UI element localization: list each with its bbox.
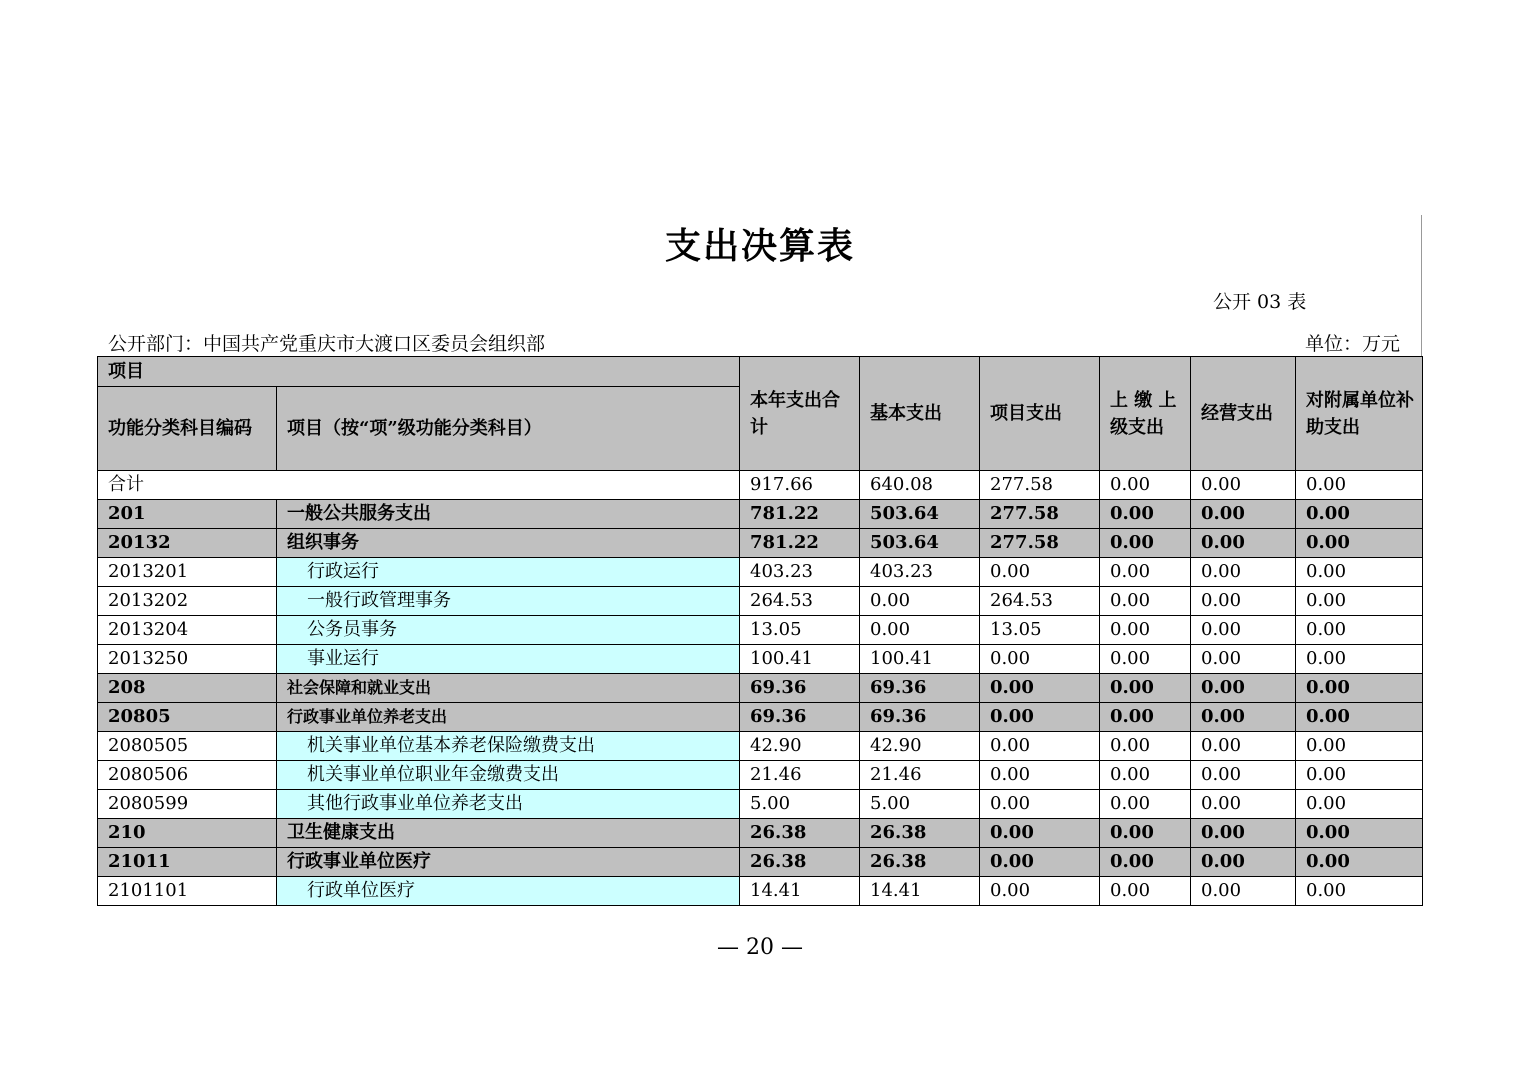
department-label: 公开部门：中国共产党重庆市大渡口区委员会组织部 — [108, 333, 546, 355]
header-total: 本年支出合计 — [740, 357, 860, 471]
code-cell: 201 — [98, 500, 277, 529]
item-cell: 0.00 — [980, 558, 1100, 587]
header-subsidy: 对附属单位补助支出 — [1296, 357, 1423, 471]
upper-cell: 0.00 — [1100, 819, 1191, 848]
code-cell: 2080506 — [98, 761, 277, 790]
table-row — [98, 529, 1423, 558]
subsidy-cell: 0.00 — [1296, 674, 1423, 703]
total-cell: 781.22 — [740, 500, 860, 529]
business-cell: 0.00 — [1191, 471, 1296, 500]
code-cell: 21011 — [98, 848, 277, 877]
basic-cell: 503.64 — [860, 529, 980, 558]
item-cell: 0.00 — [980, 848, 1100, 877]
form-number: 公开 03 表 — [1213, 291, 1307, 313]
item-cell: 0.00 — [980, 877, 1100, 906]
total-cell: 69.36 — [740, 674, 860, 703]
name-cell: 一般公共服务支出 — [277, 500, 740, 529]
basic-cell: 26.38 — [860, 848, 980, 877]
name-cell: 一般行政管理事务 — [277, 587, 740, 616]
expenditure-table — [97, 356, 1423, 906]
upper-cell: 0.00 — [1100, 587, 1191, 616]
table-row — [98, 500, 1423, 529]
business-cell: 0.00 — [1191, 529, 1296, 558]
subsidy-cell: 0.00 — [1296, 616, 1423, 645]
subsidy-cell: 0.00 — [1296, 529, 1423, 558]
basic-cell: 26.38 — [860, 819, 980, 848]
item-cell: 0.00 — [980, 645, 1100, 674]
basic-cell: 21.46 — [860, 761, 980, 790]
table-row — [98, 674, 1423, 703]
code-cell: 2013204 — [98, 616, 277, 645]
header-name: 项目（按“项”级功能分类科目） — [277, 387, 740, 471]
code-cell: 2080505 — [98, 732, 277, 761]
name-cell: 机关事业单位职业年金缴费支出 — [277, 761, 740, 790]
business-cell: 0.00 — [1191, 790, 1296, 819]
total-cell: 42.90 — [740, 732, 860, 761]
code-cell: 208 — [98, 674, 277, 703]
code-cell: 2013250 — [98, 645, 277, 674]
upper-cell: 0.00 — [1100, 877, 1191, 906]
table-row — [98, 703, 1423, 732]
basic-cell: 503.64 — [860, 500, 980, 529]
basic-cell: 69.36 — [860, 703, 980, 732]
basic-cell: 42.90 — [860, 732, 980, 761]
table-row — [98, 616, 1423, 645]
total-cell: 26.38 — [740, 848, 860, 877]
total-cell: 26.38 — [740, 819, 860, 848]
table-row — [98, 645, 1423, 674]
name-cell: 社会保障和就业支出 — [277, 674, 740, 703]
business-cell: 0.00 — [1191, 645, 1296, 674]
upper-cell: 0.00 — [1100, 790, 1191, 819]
subsidy-cell: 0.00 — [1296, 790, 1423, 819]
item-cell: 0.00 — [980, 674, 1100, 703]
item-cell: 0.00 — [980, 790, 1100, 819]
subsidy-cell: 0.00 — [1296, 703, 1423, 732]
name-cell: 卫生健康支出 — [277, 819, 740, 848]
basic-cell: 100.41 — [860, 645, 980, 674]
table-row — [98, 587, 1423, 616]
business-cell: 0.00 — [1191, 848, 1296, 877]
business-cell: 0.00 — [1191, 819, 1296, 848]
upper-cell: 0.00 — [1100, 732, 1191, 761]
total-cell: 13.05 — [740, 616, 860, 645]
upper-cell: 0.00 — [1100, 674, 1191, 703]
item-cell: 0.00 — [980, 703, 1100, 732]
total-row — [98, 471, 1423, 500]
basic-cell: 403.23 — [860, 558, 980, 587]
total-cell: 5.00 — [740, 790, 860, 819]
code-cell: 2013201 — [98, 558, 277, 587]
name-cell: 行政单位医疗 — [277, 877, 740, 906]
table-row — [98, 790, 1423, 819]
code-cell: 2013202 — [98, 587, 277, 616]
header-basic: 基本支出 — [860, 357, 980, 471]
basic-cell: 69.36 — [860, 674, 980, 703]
item-cell: 0.00 — [980, 819, 1100, 848]
code-cell: 210 — [98, 819, 277, 848]
header-project: 项目 — [98, 357, 740, 387]
basic-cell: 14.41 — [860, 877, 980, 906]
total-label: 合计 — [98, 471, 740, 500]
code-cell: 2080599 — [98, 790, 277, 819]
item-cell: 277.58 — [980, 529, 1100, 558]
table-row — [98, 848, 1423, 877]
business-cell: 0.00 — [1191, 877, 1296, 906]
item-cell: 0.00 — [980, 732, 1100, 761]
item-cell: 277.58 — [980, 471, 1100, 500]
subsidy-cell: 0.00 — [1296, 645, 1423, 674]
table-row — [98, 732, 1423, 761]
total-cell: 100.41 — [740, 645, 860, 674]
upper-cell: 0.00 — [1100, 529, 1191, 558]
subsidy-cell: 0.00 — [1296, 500, 1423, 529]
table-row — [98, 761, 1423, 790]
header-code: 功能分类科目编码 — [98, 387, 277, 471]
table-row — [98, 877, 1423, 906]
subsidy-cell: 0.00 — [1296, 558, 1423, 587]
business-cell: 0.00 — [1191, 761, 1296, 790]
code-cell: 20132 — [98, 529, 277, 558]
upper-cell: 0.00 — [1100, 616, 1191, 645]
basic-cell: 0.00 — [860, 587, 980, 616]
item-cell: 0.00 — [980, 761, 1100, 790]
item-cell: 13.05 — [980, 616, 1100, 645]
total-cell: 781.22 — [740, 529, 860, 558]
header-item: 项目支出 — [980, 357, 1100, 471]
upper-cell: 0.00 — [1100, 703, 1191, 732]
header-business: 经营支出 — [1191, 357, 1296, 471]
upper-cell: 0.00 — [1100, 761, 1191, 790]
name-cell: 公务员事务 — [277, 616, 740, 645]
basic-cell: 0.00 — [860, 616, 980, 645]
table-row — [98, 558, 1423, 587]
subsidy-cell: 0.00 — [1296, 819, 1423, 848]
upper-cell: 0.00 — [1100, 558, 1191, 587]
page-title: 支出决算表 — [664, 226, 855, 267]
name-cell: 事业运行 — [277, 645, 740, 674]
business-cell: 0.00 — [1191, 703, 1296, 732]
item-cell: 264.53 — [980, 587, 1100, 616]
business-cell: 0.00 — [1191, 587, 1296, 616]
upper-cell: 0.00 — [1100, 471, 1191, 500]
total-cell: 69.36 — [740, 703, 860, 732]
total-cell: 403.23 — [740, 558, 860, 587]
table-row — [98, 819, 1423, 848]
upper-cell: 0.00 — [1100, 645, 1191, 674]
subsidy-cell: 0.00 — [1296, 471, 1423, 500]
header-upper: 上 缴 上级支出 — [1100, 357, 1191, 471]
name-cell: 行政事业单位养老支出 — [277, 703, 740, 732]
total-cell: 264.53 — [740, 587, 860, 616]
name-cell: 行政运行 — [277, 558, 740, 587]
name-cell: 机关事业单位基本养老保险缴费支出 — [277, 732, 740, 761]
basic-cell: 640.08 — [860, 471, 980, 500]
total-cell: 917.66 — [740, 471, 860, 500]
unit-label: 单位：万元 — [1305, 333, 1401, 355]
basic-cell: 5.00 — [860, 790, 980, 819]
name-cell: 其他行政事业单位养老支出 — [277, 790, 740, 819]
subsidy-cell: 0.00 — [1296, 761, 1423, 790]
upper-cell: 0.00 — [1100, 848, 1191, 877]
upper-cell: 0.00 — [1100, 500, 1191, 529]
margin-rule — [1421, 215, 1422, 357]
business-cell: 0.00 — [1191, 674, 1296, 703]
business-cell: 0.00 — [1191, 732, 1296, 761]
business-cell: 0.00 — [1191, 558, 1296, 587]
business-cell: 0.00 — [1191, 500, 1296, 529]
code-cell: 2101101 — [98, 877, 277, 906]
page-number: — 20 — — [717, 935, 803, 960]
item-cell: 277.58 — [980, 500, 1100, 529]
total-cell: 21.46 — [740, 761, 860, 790]
name-cell: 行政事业单位医疗 — [277, 848, 740, 877]
name-cell: 组织事务 — [277, 529, 740, 558]
subsidy-cell: 0.00 — [1296, 587, 1423, 616]
subsidy-cell: 0.00 — [1296, 732, 1423, 761]
subsidy-cell: 0.00 — [1296, 877, 1423, 906]
business-cell: 0.00 — [1191, 616, 1296, 645]
code-cell: 20805 — [98, 703, 277, 732]
total-cell: 14.41 — [740, 877, 860, 906]
subsidy-cell: 0.00 — [1296, 848, 1423, 877]
